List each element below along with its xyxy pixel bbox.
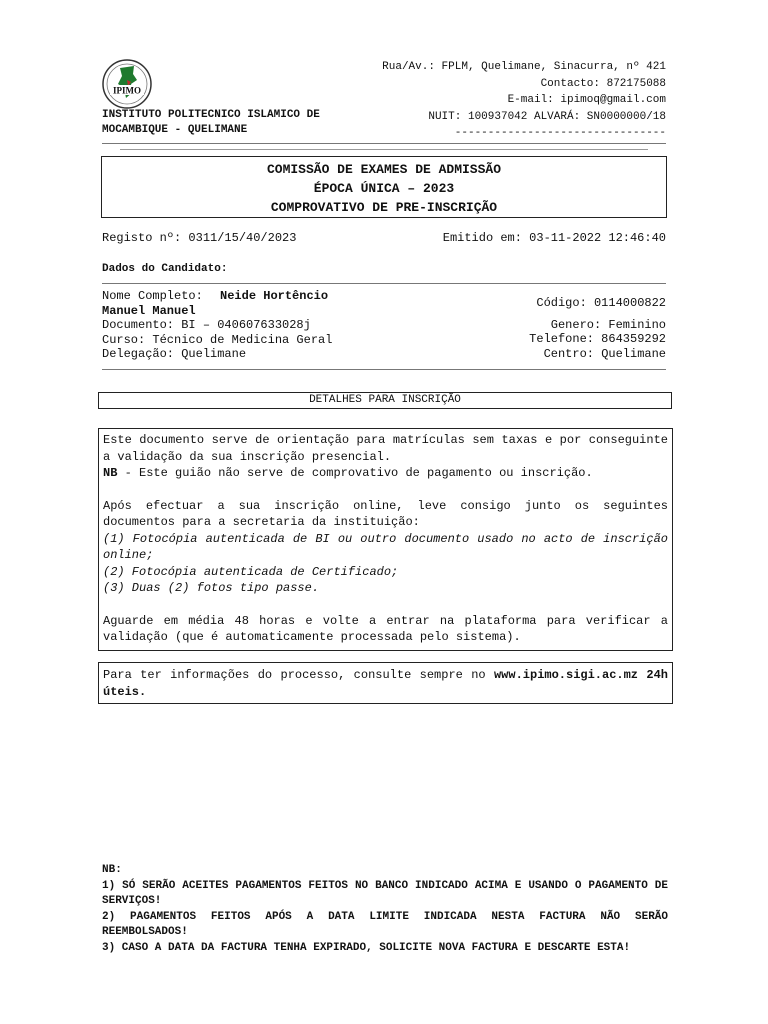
contact-line: Contacto: 872175088: [540, 77, 666, 90]
header-rule-inner: [120, 149, 648, 150]
instructions-documents: Após efectuar a sua inscrição online, leve consigo junto os seguintes documentos para a secretaria da instituição:: [103, 498, 668, 529]
full-name-row: [102, 289, 382, 304]
title-line3: COMPROVATIVO DE PRE-INSCRIÇÃO: [270, 200, 498, 215]
nb-text: - Este guião não serve de comprovativo de pagamento ou inscrição.: [117, 466, 593, 480]
gender: Genero: Feminino: [550, 317, 666, 332]
note-3: 3) CASO A DATA DA FACTURA TENHA EXPIRADO, SOLICITE NOVA FACTURA E DESCARTE ESTA!: [102, 941, 631, 954]
details-heading: DETALHES PARA INSCRIÇÃO: [98, 392, 672, 409]
site-end: .: [139, 684, 147, 699]
full-name-label: Nome Completo:: [102, 289, 203, 303]
address-line: Rua/Av.: FPLM, Quelimane, Sinacurra, nº 421: [382, 61, 666, 73]
instructions-wait: Aguarde em média 48 horas e volte a entrar na plataforma para verificar a validação (que é automaticamente processada pelo sistema).: [103, 613, 668, 644]
full-name-value-cont: Manuel Manuel: [102, 303, 196, 318]
site-url-link[interactable]: www.ipimo.sigi.ac.mz: [493, 668, 639, 682]
institution-logo: [100, 58, 154, 110]
title-line1: COMISSÃO DE EXAMES DE ADMISSÃO: [266, 162, 502, 177]
institution-address: [382, 59, 666, 142]
note-1: 1) SÓ SERÃO ACEITES PAGAMENTOS FEITOS NO BANCO INDICADO ACIMA E USANDO O PAGAMENTO DE SERVIÇOS!: [102, 879, 668, 907]
candidate-details-right: [529, 296, 666, 361]
institution-name-line1: INSTITUTO POLITECNICO ISLAMICO DE: [102, 109, 320, 121]
site-hours: 24h úteis: [103, 668, 668, 699]
site-info-box: [98, 662, 673, 704]
logo-text: IPIMO: [113, 85, 141, 96]
instructions-nb: [103, 465, 668, 482]
instructions-intro: Este documento serve de orientação para matrículas sem taxas e por conseguinte a validação da sua inscrição presencial.: [103, 433, 668, 464]
nuit-line: NUIT: 100937042 ALVARÁ: SN0000000/18: [428, 110, 666, 123]
document-item-1: (1) Fotocópia autenticada de BI ou outro documento usado no acto de inscrição online;: [103, 531, 668, 562]
candidate-code: Código: 0114000822: [536, 296, 666, 310]
payment-notes: [102, 863, 668, 956]
email-line: E-mail: ipimoq@gmail.com: [507, 94, 666, 106]
course: Curso: Técnico de Medicina Geral: [102, 332, 333, 347]
full-name-value: Neide Hortêncio: [220, 289, 329, 303]
issue-date: Emitido em: 03-11-2022 12:46:40: [442, 231, 666, 245]
document-item-2: (2) Fotocópia autenticada de Certificado;: [103, 564, 399, 579]
document-item-3: (3) Duas (2) fotos tipo passe.: [103, 581, 320, 595]
institution-name-line2: MOCAMBIQUE - QUELIMANE: [102, 124, 248, 136]
header-rule: [102, 143, 666, 144]
candidate-heading: Dados do Candidato:: [102, 263, 228, 275]
candidate-rule-top: [102, 283, 666, 284]
center: Centro: Quelimane: [543, 346, 666, 361]
institution-name: [102, 108, 362, 138]
phone: Telefone: 864359292: [529, 332, 666, 346]
document-title-box: [101, 156, 667, 218]
note-2: 2) PAGAMENTOS FEITOS APÓS A DATA LIMITE INDICADA NESTA FACTURA NÃO SERÃO REEMBOLSADOS!: [102, 910, 668, 938]
candidate-details-left: [102, 289, 382, 362]
instructions-box: [98, 428, 673, 651]
title-line2: ÉPOCA ÚNICA – 2023: [313, 181, 455, 196]
notes-label: NB:: [102, 864, 122, 876]
candidate-rule-bottom: [102, 369, 666, 370]
dashed-separator: --------------------------------: [454, 127, 666, 139]
ipimo-logo-icon: [100, 58, 154, 110]
site-text: Para ter informações do processo, consulte sempre no: [103, 668, 494, 682]
delegation: Delegação: Quelimane: [102, 347, 247, 361]
registration-number: Registo nº: 0311/15/40/2023: [102, 231, 297, 245]
nb-label: NB: [103, 466, 118, 480]
document-id: Documento: BI – 040607633028j: [102, 318, 311, 332]
